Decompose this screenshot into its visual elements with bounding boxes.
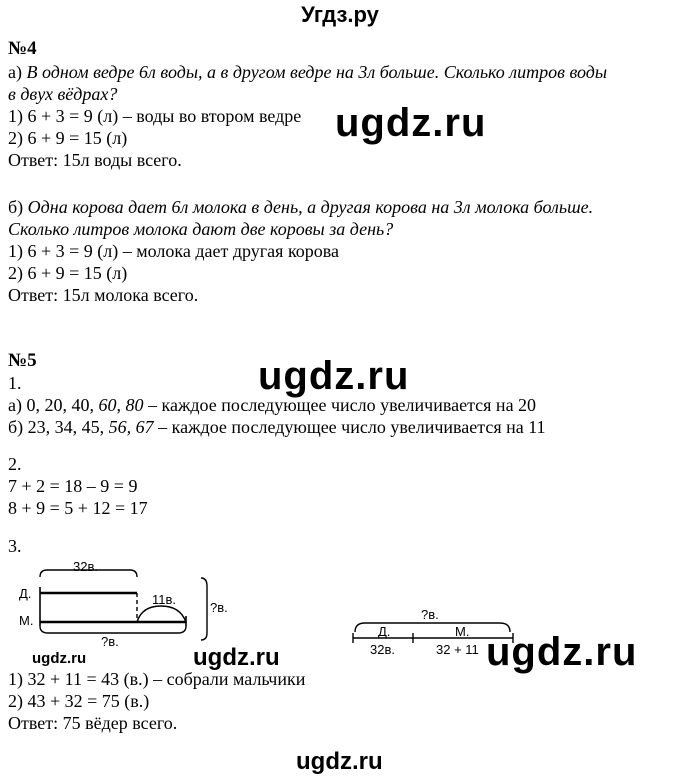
task4-a-text2: в двух вёдрах?	[8, 84, 118, 104]
task5-step1: 1) 32 + 11 = 43 (в.) – собрали мальчики	[8, 669, 306, 689]
task5-seq-b	[8, 416, 546, 438]
seq-a-rule: – каждое последующее число увеличивается на 20	[143, 395, 537, 415]
task5-answer: Ответ: 75 вёдер всего.	[8, 713, 178, 733]
task5-part1-label: 1.	[8, 373, 22, 393]
site-header: Угдз.ру	[301, 2, 379, 27]
task4-a-answer: Ответ: 15л воды всего.	[8, 150, 182, 170]
task4-b-answer: Ответ: 15л молока всего.	[8, 285, 199, 305]
task4-b-label: б)	[8, 197, 28, 217]
task4-a-problem-line2	[8, 83, 117, 105]
task5-part3-label: 3.	[8, 536, 22, 556]
task4-b-problem-line2	[8, 218, 393, 240]
task4-b-step1: 1) 6 + 3 = 9 (л) – молока дает другая корова	[8, 241, 340, 261]
task4-a-label: а)	[8, 62, 27, 82]
diagram1-bottom-question: ?в.	[101, 634, 119, 649]
diagram1-girls-label: Д.	[19, 586, 32, 601]
task5-seq-a	[8, 394, 536, 416]
bracket-total	[201, 578, 207, 640]
diagram2-girls-label: Д.	[378, 624, 391, 639]
arc-11	[137, 606, 186, 622]
seq-b-start: б) 23, 34, 45,	[8, 417, 109, 437]
seq-a-start: а) 0, 20, 40,	[8, 395, 99, 415]
task5-title: №5	[8, 350, 37, 371]
diagram2-total-question: ?в.	[421, 607, 439, 622]
task4-a-problem-line1	[8, 61, 607, 83]
watermark-5: ugdz.ru	[193, 644, 280, 671]
diagram2-boys-value: 32 + 11	[436, 642, 479, 657]
seq-b-rule: – каждое последующее число увеличивается на 11	[153, 417, 546, 437]
diagram1-total-question: ?в.	[210, 600, 228, 615]
task4-a-text1: В одном ведре 6л воды, а в другом ведре на 3л больше. Сколько литров воды	[26, 62, 608, 82]
watermark-footer: ugdz.ru	[296, 748, 383, 775]
task4-b-text2: Сколько литров молока дают две коровы за день?	[8, 219, 394, 239]
diagram2-girls-value: 32в.	[370, 642, 395, 657]
brace-bottom	[40, 626, 186, 633]
task5-part2-label: 2.	[8, 454, 22, 474]
watermark-3: ugdz.ru	[486, 630, 638, 674]
task4-a-step2: 2) 6 + 9 = 15 (л)	[8, 128, 128, 148]
watermark-2: ugdz.ru	[258, 354, 410, 398]
watermark-1: ugdz.ru	[335, 101, 487, 145]
task5-equation2: 8 + 9 = 5 + 12 = 17	[8, 498, 148, 518]
task4-a-step1: 1) 6 + 3 = 9 (л) – воды во втором ведре	[8, 106, 302, 126]
diagram2-boys-label: М.	[455, 624, 470, 639]
watermark-4: ugdz.ru	[32, 650, 87, 667]
task5-step2: 2) 43 + 32 = 75 (в.)	[8, 691, 150, 711]
diagram1-extra-value: 11в.	[152, 592, 177, 607]
task5-equation1: 7 + 2 = 18 – 9 = 9	[8, 476, 138, 496]
task4-b-step2: 2) 6 + 9 = 15 (л)	[8, 263, 128, 283]
diagram1-boys-label: М.	[19, 613, 34, 628]
segment-diagram-1	[0, 558, 240, 648]
task4-b-text1: Одна корова дает 6л молока в день, а другая корова на 3л молока больше.	[27, 197, 594, 217]
diagram1-top-value: 32в.	[73, 559, 98, 574]
seq-a-answer: 60, 80	[98, 395, 144, 415]
task4-b-problem-line1	[8, 196, 593, 218]
seq-b-answer: 56, 67	[108, 417, 154, 437]
task4-title: №4	[8, 38, 37, 59]
